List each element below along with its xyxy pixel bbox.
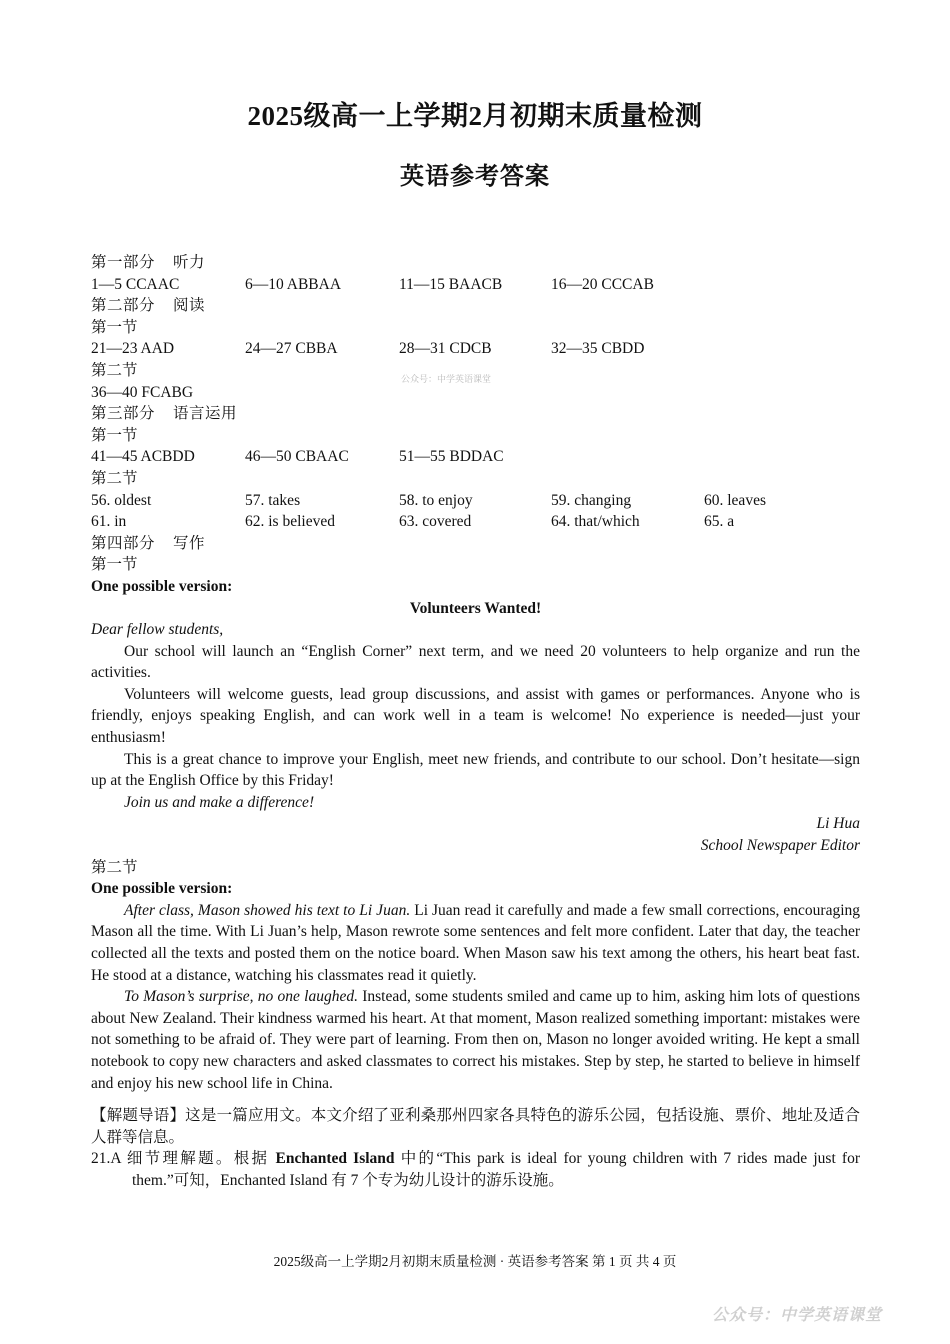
answer-group: 16—20 CCCAB xyxy=(551,275,654,293)
page-subtitle: 英语参考答案 xyxy=(400,164,550,190)
continuation-paragraph: To Mason’s surprise, no one laughed. Instead, some students smiled and came up to him, asking him lots of questions about New Zealand. Their kindness warmed his heart. At that moment, Mason realized something important: mistakes were not something to be afraid of. They were part of learning. From then on, Mason no longer avoided writing. He kept a small notebook to copy new characters and asked classmates to correct his mistakes. Step by step, he started to believe in himself and enjoy his new school life in China. xyxy=(91,988,860,1092)
page-footer: 2025级高一上学期2月初期末质量检测 · 英语参考答案 第 1 页 共 4 页 xyxy=(273,1254,677,1269)
part4-sec2-label: 第二节 xyxy=(91,858,138,876)
part2-sec2-label: 第二节 公众号：中学英语课堂 xyxy=(91,360,860,382)
essay-paragraph: This is a great chance to improve your English, meet new friends, and contribute to our school. Don’t hesitate—sign up at the English Office by this Friday! xyxy=(91,750,860,790)
part2-sec1-label: 第一节 xyxy=(91,318,138,336)
page-title: 2025级高一上学期2月初期末质量检测 xyxy=(247,101,703,131)
part1-answers xyxy=(91,274,860,296)
answer-group: 24—27 CBBA xyxy=(245,340,338,358)
question-explanation: 21.A 细节理解题。根据 Enchanted Island 中的“This park is ideal for young children with 7 rides made just for them.”可知，Enchanted Island 有 7 个专为幼儿设计的游乐设施。 xyxy=(91,1150,860,1189)
part2-sec2-answers xyxy=(91,382,860,404)
blank-answer: 58. to enjoy xyxy=(399,491,473,509)
corner-watermark: 公众号：中学英语课堂 xyxy=(711,1305,882,1324)
part3-heading: 第三部分 语言运用 xyxy=(91,405,238,423)
essay-closing: Join us and make a difference! xyxy=(124,793,315,811)
essay-paragraph: Our school will launch an “English Corner” next term, and we need 20 volunteers to help organize and run the activities. xyxy=(91,642,860,682)
part3-sec2-row1 xyxy=(91,490,860,512)
blank-answer: 63. covered xyxy=(399,513,472,531)
answer-key-content xyxy=(91,252,860,1192)
answer-group: 11—15 BAACB xyxy=(399,275,503,293)
blank-answer: 61. in xyxy=(91,513,127,531)
answer-group: 36—40 FCABG xyxy=(91,383,194,401)
blank-answer: 65. a xyxy=(704,513,735,531)
part2-sec1-answers xyxy=(91,338,860,360)
answer-group: 1—5 CCAAC xyxy=(91,275,180,293)
part1-heading: 第一部分 听力 xyxy=(91,254,206,271)
blank-answer: 64. that/which xyxy=(551,513,640,531)
part2-heading: 第二部分 阅读 xyxy=(91,297,206,315)
version-label: One possible version: xyxy=(91,577,233,595)
blank-answer: 57. takes xyxy=(245,491,301,509)
reading-guide: 【解题导语】这是一篇应用文。本文介绍了亚利桑那州四家各具特色的游乐公园，包括设施、票价、地址及适合人群等信息。 xyxy=(91,1107,860,1146)
blank-answer: 60. leaves xyxy=(704,491,766,509)
signature-name: Li Hua xyxy=(816,815,860,833)
answer-group: 21—23 AAD xyxy=(91,340,175,358)
part3-sec1-label: 第一节 xyxy=(91,426,138,444)
part4-sec1-label: 第一节 xyxy=(91,556,138,574)
version-label: One possible version: xyxy=(91,880,233,898)
continuation-paragraph: After class, Mason showed his text to Li Juan. Li Juan read it carefully and made a few small corrections, encouraging Mason all the time. With Li Juan’s help, Mason rewrote some sentences and felt more confident. Later that day, the teacher collected all the texts and posted them on the notice board. When Mason saw his text among the others, his heart beat fast. He stood at a distance, watching his classmates read it quietly. xyxy=(91,901,860,984)
part3-sec2-row2 xyxy=(91,511,860,533)
blank-answer: 62. is believed xyxy=(245,513,335,531)
essay-paragraph: Volunteers will welcome guests, lead group discussions, and assist with games or performances. Anyone who is friendly, enjoys speaking English, and can work well in a team is welcome! No experience is needed—just your enthusiasm! xyxy=(91,685,860,747)
answer-group: 28—31 CDCB xyxy=(399,340,492,358)
blank-answer: 59. changing xyxy=(551,491,632,509)
answer-group: 41—45 ACBDD xyxy=(91,448,195,466)
part3-sec2-label: 第二节 xyxy=(91,469,138,487)
part3-sec1-answers xyxy=(91,446,860,468)
answer-group: 32—35 CBDD xyxy=(551,340,645,358)
answer-group: 6—10 ABBAA xyxy=(245,275,342,293)
answer-group: 46—50 CBAAC xyxy=(245,448,349,466)
blank-answer: 56. oldest xyxy=(91,491,152,509)
part4-heading: 第四部分 写作 xyxy=(91,534,206,552)
essay-title: Volunteers Wanted! xyxy=(409,599,542,617)
signature-title: School Newspaper Editor xyxy=(700,837,860,855)
watermark: 公众号：中学英语课堂 xyxy=(401,374,492,385)
answer-group: 51—55 BDDAC xyxy=(399,448,504,466)
essay-greeting: Dear fellow students, xyxy=(91,621,224,639)
